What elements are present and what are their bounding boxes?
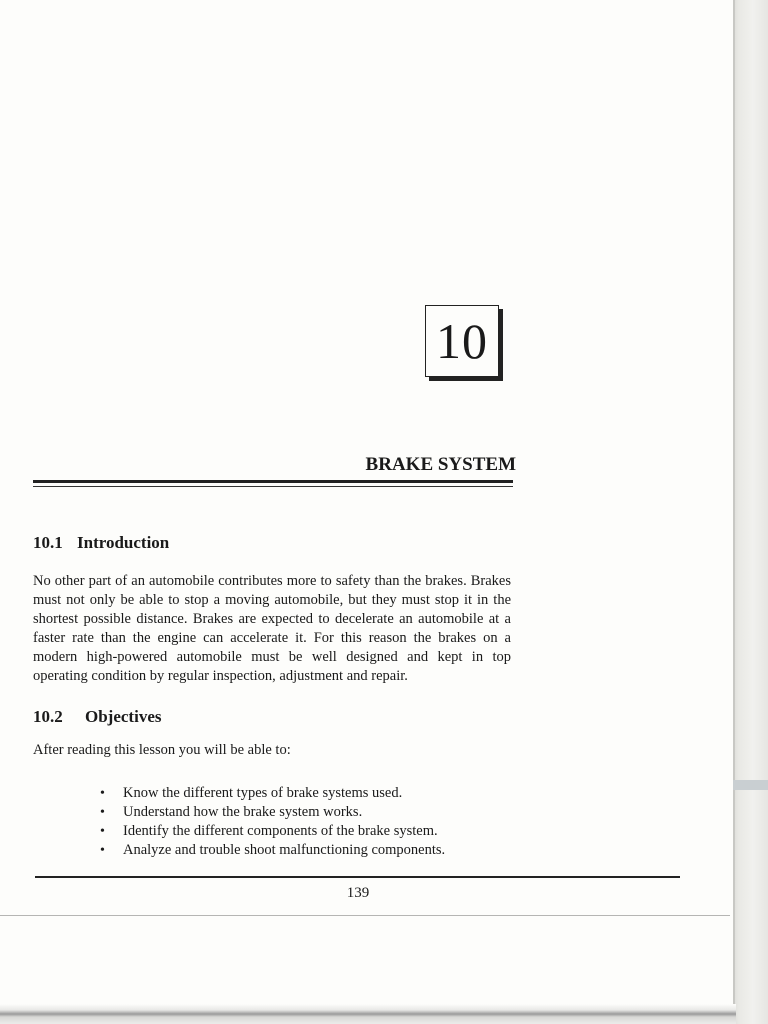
scan-edge-line: [733, 0, 735, 1024]
bullet-icon: •: [100, 843, 105, 858]
title-rule-thick: [33, 480, 513, 483]
list-item-text: Identify the different components of the brake system.: [123, 823, 438, 839]
objectives-list: [100, 784, 445, 860]
list-item-text: Analyze and trouble shoot malfunctioning components.: [123, 842, 446, 858]
bullet-icon: •: [100, 805, 105, 820]
section-number: 10.2: [33, 707, 63, 726]
chapter-number-box: [425, 305, 499, 377]
list-item: [100, 841, 445, 860]
section-heading-introduction: [33, 533, 169, 553]
list-item-text: Know the different types of brake systems used.: [123, 785, 403, 801]
section-number: 10.1: [33, 533, 63, 552]
scan-bottom-shadow: [0, 1004, 736, 1024]
list-item: [100, 803, 445, 822]
title-rule-thin: [33, 486, 513, 487]
section-title: Introduction: [77, 533, 170, 552]
introduction-paragraph: No other part of an automobile contributes more to safety than the brakes. Brakes must not only be able to stop a moving automobile, but they must stop it in the shortest possible distance. Brakes are expected to decelerate an automobile at a faster rate than the engine can accelerate it. For this reason the brakes on a modern high-powered automobile must be well designed and kept in top operating condition by regular inspection, adjustment and repair.: [33, 573, 511, 684]
list-item: [100, 822, 445, 841]
section-title: Objectives: [85, 707, 162, 726]
scan-artifact-line: [0, 915, 730, 916]
chapter-title: BRAKE SYSTEM: [365, 454, 516, 475]
bullet-icon: •: [100, 824, 105, 839]
page-number: 139: [346, 885, 370, 901]
section-heading-objectives: [33, 707, 161, 727]
bullet-icon: •: [100, 786, 105, 801]
objectives-lead: After reading this lesson you will be able to:: [33, 742, 291, 758]
scan-page-edge: [733, 0, 768, 1024]
chapter-number: 10: [436, 313, 488, 369]
scan-edge-notch: [733, 780, 768, 790]
footer-rule: [35, 876, 680, 878]
list-item: [100, 784, 445, 803]
list-item-text: Understand how the brake system works.: [123, 804, 363, 820]
